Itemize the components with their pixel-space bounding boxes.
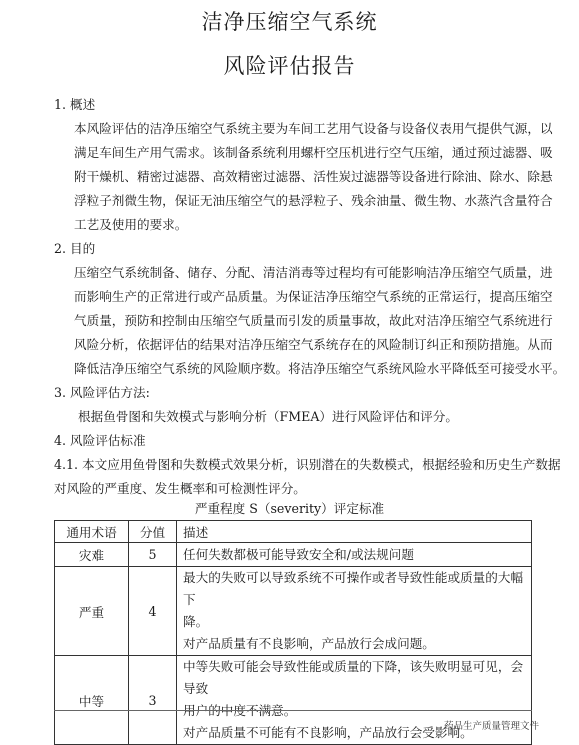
section-1-line: 附干燥机、精密过滤器、高效精密过滤器、活性炭过滤器等设备进行除油、除水、除悬	[74, 169, 553, 184]
description-line: 用户的中度不满意。	[183, 703, 297, 718]
section-4-1-line: 4.1. 本文应用鱼骨图和失数模式效果分析，识别潜在的失数模式，根据经验和历史生产数据	[54, 457, 561, 472]
score-cell: 4	[129, 567, 177, 656]
section-2-line: 风险分析，依据评估的结果对洁净压缩空气系统存在的风险制订纠正和预防措施。从而	[74, 337, 553, 352]
description-line: 对产品质量不可能有不良影响，产品放行会受影响。	[183, 725, 473, 740]
score-cell: 5	[129, 543, 177, 567]
section-1-heading: 1. 概述	[54, 97, 96, 112]
description-line: 对产品质量有不良影响，产品放行会成问题。	[183, 636, 435, 651]
description-line: 降。	[183, 614, 209, 629]
description-cell	[177, 567, 532, 656]
section-1-line: 浮粒子剂微生物，保证无油压缩空气的悬浮粒子、残余油量、微生物、水蒸汽含量符合	[74, 193, 553, 208]
footer-rule	[54, 710, 532, 711]
header-term: 通用术语	[55, 521, 129, 543]
section-1-line: 本风险评估的洁净压缩空气系统主要为车间工艺用气设备与设备仪表用气提供气源，以	[74, 121, 553, 136]
term-cell: 严重	[55, 567, 129, 656]
section-4-heading: 4. 风险评估标准	[54, 433, 146, 448]
term-cell: 中等	[55, 656, 129, 745]
section-2-line: 压缩空气系统制备、储存、分配、清洁消毒等过程均有可能影响洁净压缩空气质量，进	[74, 265, 553, 280]
score-cell: 3	[129, 656, 177, 745]
table-row	[55, 543, 532, 567]
footer-text: 药品生产质量管理文件	[443, 721, 539, 732]
table-row	[55, 567, 532, 656]
document-subtitle: 风险评估报告	[223, 54, 356, 78]
description-cell	[177, 543, 532, 567]
table-header-row	[55, 521, 532, 543]
section-3-line: 根据鱼骨图和失效模式与影响分析（FMEA）进行风险评估和评分。	[78, 409, 458, 424]
table-caption: 严重程度 S（severity）评定标准	[194, 501, 385, 516]
description-line: 最大的失败可以导致系统不可操作或者导致性能或质量的大幅下	[183, 570, 524, 607]
header-score: 分值	[129, 521, 177, 543]
section-2-line: 而影响生产的正常进行或产品质量。为保证洁净压缩空气系统的正常运行，提高压缩空	[74, 289, 553, 304]
section-2-line: 气质量，预防和控制由压缩空气质量而引发的质量事故，故此对洁净压缩空气系统进行	[74, 313, 553, 328]
section-2-line: 降低洁净压缩空气系统的风险顺序数。将洁净压缩空气系统风险水平降低至可接受水平。	[74, 361, 566, 376]
section-3-heading: 3. 风险评估方法:	[54, 385, 150, 400]
term-cell: 灾难	[55, 543, 129, 567]
description-line: 中等失败可能会导致性能或质量的下降，该失败明显可见，会导致	[183, 659, 524, 696]
section-4-1-line: 对风险的严重度、发生概率和可检测性评分。	[54, 481, 306, 496]
section-1-line: 满足车间生产用气需求。该制备系统利用螺杆空压机进行空气压缩，通过预过滤器、吸	[74, 145, 553, 160]
section-1-line: 工艺及使用的要求。	[74, 217, 188, 232]
header-description: 描述	[177, 521, 532, 543]
description-line: 任何失数都极可能导致安全和/或法规问题	[183, 546, 414, 562]
section-2-heading: 2. 目的	[54, 241, 96, 256]
document-title: 洁净压缩空气系统	[201, 10, 378, 34]
severity-table	[54, 520, 532, 745]
